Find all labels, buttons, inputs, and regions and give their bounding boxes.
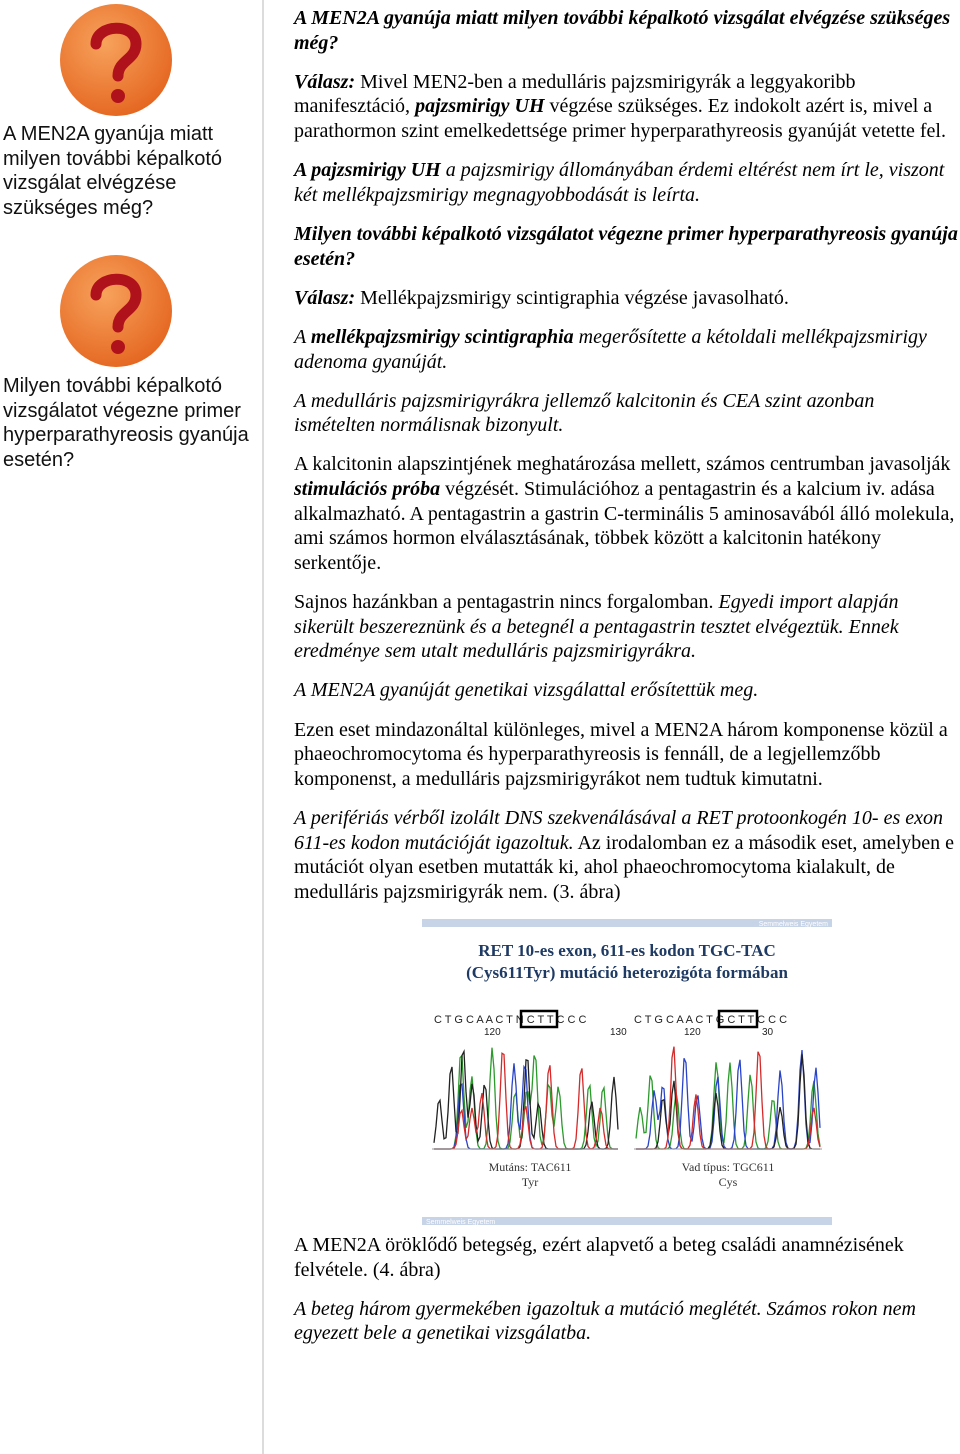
trace-g: [636, 1054, 820, 1149]
main-content: [294, 6, 960, 1361]
mutation-paragraph: A perifériás vérből izolált DNS szekvenálásával a RET protoonkogén 10- es exon 611-es kodon mutációját igazoltuk. Az irodalomban ez a második eset, amelyben e mutációt olyan esetben mutatták ki, ahol phaeochromocytoma kialakult, de medulláris pajzsmirigyrák nem. (3. ábra): [294, 806, 955, 903]
right-chromatogram-traces: [636, 1047, 820, 1149]
right-caption-1: Vad típus: TGC611: [681, 1159, 775, 1174]
watermark-bottom: Semmelweis Egyetem: [426, 1218, 496, 1225]
trace-a: [636, 1062, 820, 1149]
watermark-top: Semmelweis Egyetem: [758, 920, 828, 928]
question-1-heading: A MEN2A gyanúja miatt milyen további képalkotó vizsgálat elvégzése szükséges még?: [294, 7, 951, 54]
right-caption-2: Cys: [718, 1174, 738, 1189]
left-chromatogram-traces: [434, 1048, 618, 1149]
figure-title-2: (Cys611Tyr) mutáció heterozigóta formában: [466, 962, 788, 982]
scintigraphy-result: A mellékpajzsmirigy scintigraphia megerősítette a kétoldali mellékpajzsmirigy adenoma gyanúját.: [294, 325, 927, 373]
question-mark-icon: [58, 2, 174, 118]
ultrasound-result: A pajzsmirigy UH a pajzsmirigy állományában érdemi eltérést nem írt le, viszont két mellékpajzsmirigy megnagyobbodását is leírta.: [294, 159, 945, 206]
left-base-sequence: C T G C A A C T N C T T C C C: [434, 1013, 587, 1026]
question-2-heading: Milyen további képalkotó vizsgálatot végezne primer hyperparathyreosis gyanúja esetén?: [294, 222, 958, 270]
sidebar-question-1: A MEN2A gyanúja miatt milyen további képalkotó vizsgálat elvégzése szükséges még?: [3, 123, 223, 220]
answer-1: Válasz: Mivel MEN2-ben a medulláris pajzsmirigyrák a leggyakoribb manifesztáció, pajzsmirigy UH végzése szükséges. Ez indokolt azért is, mivel a parathormon szint emelkedettsége primer hyperparathyreosis gyanúját vetette fel.: [294, 70, 946, 142]
figure-title-1: RET 10-es exon, 611-es kodon TGC-TAC: [478, 940, 776, 960]
pentagastrin-paragraph: Sajnos hazánkban a pentagastrin nincs forgalomban. Egyedi import alapján sikerült beszereznünk és a betegnél a pentagastrin tesztet elvégeztük. Ennek eredménye sem utalt medulláris pajzsmirigyrákra.: [294, 591, 899, 663]
left-position-130: 130: [610, 1026, 627, 1038]
left-caption-1: Mutáns: TAC611: [488, 1159, 572, 1174]
sequencing-figure: [422, 919, 832, 1225]
children-paragraph: A beteg három gyermekében igazoltuk a mutáció meglétét. Számos rokon nem egyezett bele a genetikai vizsgálatba.: [294, 1297, 916, 1345]
trace-t: [636, 1047, 820, 1149]
special-case-paragraph: Ezen eset mindazonáltal különleges, mivel a MEN2A három komponense közül a phaeochromocytoma és hyperparathyreosis is fennáll, de a legjellemzőbb komponenst, a medulláris pajzsmirigyrákot nem tudtuk kimutatni.: [294, 718, 948, 790]
stimulation-paragraph: A kalcitonin alapszintjének meghatározása mellett, számos centrumban javasolják stimulációs próba végzését. Stimulációhoz a pentagastrin és a kalcium iv. adása alkalmazható. A pentagastrin a gastrin C-terminális 5 aminosavából álló molekula, ami számos hormon elválasztásának, többek között a kalcitonin hatékony serkentője.: [294, 453, 955, 574]
calcitonin-result: A medulláris pajzsmirigyrákra jellemző kalcitonin és CEA szint azonban ismételten normálisnak bizonyult.: [294, 389, 875, 437]
left-caption-2: Tyr: [521, 1174, 539, 1189]
answer-2: Válasz: Mellékpajzsmirigy scintigraphia végzése javasolható.: [294, 286, 789, 309]
chromatogram-figure: [422, 919, 832, 1225]
column-divider: [262, 0, 264, 1454]
genetic-confirmation: A MEN2A gyanúját genetikai vizsgálattal erősítettük meg.: [294, 679, 759, 702]
right-position-30: 30: [762, 1026, 774, 1038]
right-position-120: 120: [684, 1026, 701, 1038]
right-base-sequence: C T G C A A C T G C T T C C C: [634, 1013, 788, 1026]
left-position-120: 120: [484, 1026, 501, 1038]
question-mark-icon: [58, 253, 174, 369]
inheritance-paragraph: A MEN2A öröklődő betegség, ezért alapvető a beteg családi anamnézisének felvétele. (4. ábra): [294, 1233, 904, 1281]
sidebar-question-2: Milyen további képalkotó vizsgálatot végezne primer hyperparathyreosis gyanúja esetén?: [3, 375, 249, 472]
sidebar: [0, 0, 262, 1454]
